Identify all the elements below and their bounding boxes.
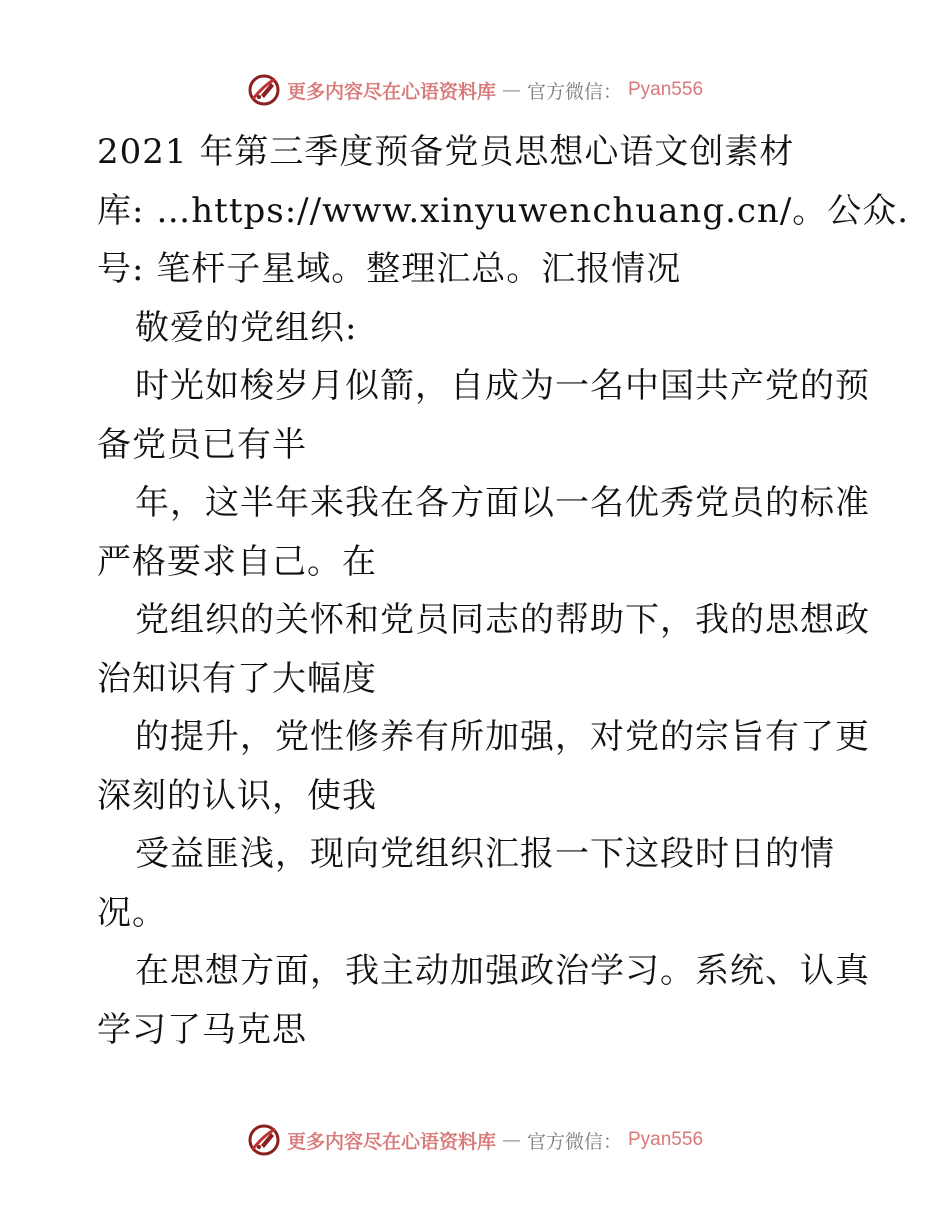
doc-line-2: 库: …https://www.xinyuwenchuang.cn/。公众. [97,190,910,231]
header-site-text: 更多内容尽在心语资料库 [286,80,496,103]
header-banner-content [247,73,703,107]
pen-logo-icon [247,1123,281,1157]
doc-line-10: 治知识有了大幅度 [97,658,377,699]
doc-line-13: 受益匪浅，现向党组织汇报一下这段时日的情 [135,834,835,874]
doc-line-12: 深刻的认识，使我 [97,775,377,816]
footer-wechat-id: Pyan556 [628,1129,704,1150]
footer-banner [0,1120,950,1160]
doc-line-16: 学习了马克思 [97,1009,307,1050]
doc-line-1: 2021 年第三季度预备党员思想心语文创素材 [97,132,795,172]
doc-line-11: 的提升，党性修养有所加强，对党的宗旨有了更 [135,717,870,757]
doc-line-15: 在思想方面，我主动加强政治学习。系统、认真 [135,951,870,991]
doc-line-5: 时光如梭岁月似箭，自成为一名中国共产党的预 [135,366,870,406]
document-body [97,123,910,1059]
footer-dash: — [501,1129,521,1151]
footer-wechat-label: 官方微信： [526,1130,622,1153]
doc-line-7: 年，这半年来我在各方面以一名优秀党员的标准 [135,483,870,523]
doc-line-3: 号: 笔杆子星域。整理汇总。汇报情况 [97,249,682,289]
header-wechat-id: Pyan556 [628,79,704,100]
pen-logo-icon [247,73,281,107]
footer-site-text: 更多内容尽在心语资料库 [286,1130,496,1153]
doc-line-14: 况。 [97,892,167,933]
doc-line-8: 严格要求自己。在 [97,541,377,582]
doc-line-4: 敬爱的党组织: [135,307,358,348]
doc-line-6: 备党员已有半 [97,424,307,465]
header-dash: — [501,79,521,101]
doc-line-9: 党组织的关怀和党员同志的帮助下，我的思想政 [135,600,870,640]
header-wechat-label: 官方微信： [526,80,622,103]
footer-banner-content [247,1123,703,1157]
header-banner [0,70,950,110]
